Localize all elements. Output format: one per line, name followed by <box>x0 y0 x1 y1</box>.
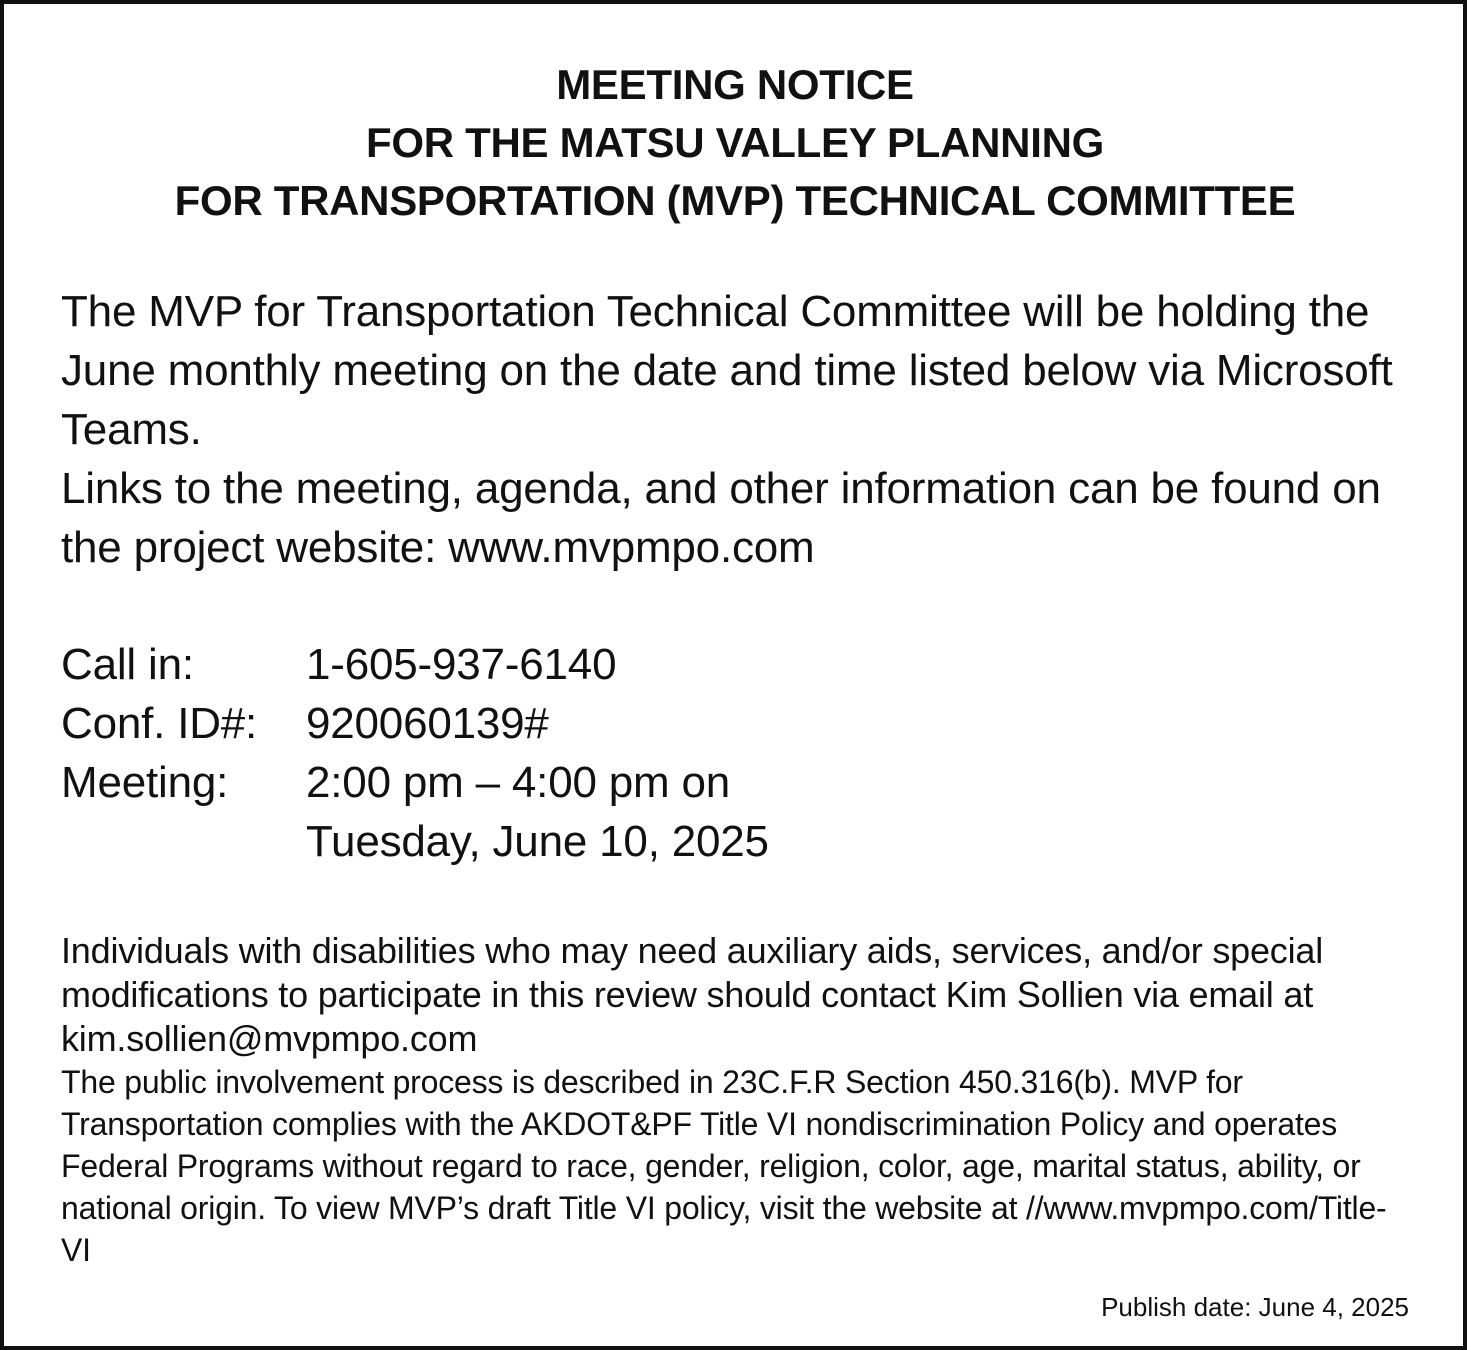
conf-id-label: Conf. ID#: <box>61 699 258 748</box>
intro-section <box>61 282 1409 577</box>
accessibility-section <box>61 929 1409 1061</box>
intro-paragraph: The MVP for Transportation Technical Committee will be holding the June monthly meeting on the date and time listed below via Microsoft Teams. <box>61 287 1393 454</box>
meeting-time-row <box>61 753 1409 812</box>
notice-heading <box>61 56 1409 230</box>
conf-id-row <box>61 694 1409 753</box>
publish-date: Publish date: June 4, 2025 <box>1101 1292 1409 1322</box>
links-paragraph: Links to the meeting, agenda, and other information can be found on the project website: www.mvpmpo.com <box>61 464 1381 572</box>
meeting-label: Meeting: <box>61 758 229 807</box>
meeting-details <box>61 635 1409 871</box>
meeting-date: Tuesday, June 10, 2025 <box>306 817 769 866</box>
meeting-date-spacer <box>61 812 306 871</box>
heading-line-1: MEETING NOTICE <box>556 61 914 108</box>
accessibility-paragraph: Individuals with disabilities who may need auxiliary aids, services, and/or special modifications to participate in this review should contact Kim Sollien via email at kim.sollien@mvpmpo.com <box>61 930 1324 1059</box>
heading-line-2: FOR THE MATSU VALLEY PLANNING <box>366 119 1104 166</box>
meeting-time: 2:00 pm – 4:00 pm on <box>306 758 731 807</box>
call-in-label: Call in: <box>61 640 194 689</box>
call-in-number: 1-605-937-6140 <box>306 640 617 689</box>
conf-id-value: 920060139# <box>306 699 549 748</box>
legal-section <box>61 1061 1409 1271</box>
meeting-date-row <box>61 812 1409 871</box>
legal-paragraph: The public involvement process is described in 23C.F.R Section 450.316(b). MVP for Transportation complies with the AKDOT&PF Title VI nondiscrimination Policy and operates Federal Programs without regard to race, gender, religion, color, age, marital status, ability, or national origin. To view MVP’s draft Title VI policy, visit the website at //www.mvpmpo.com/Title-VI <box>61 1064 1387 1268</box>
heading-line-3: FOR TRANSPORTATION (MVP) TECHNICAL COMMITTEE <box>174 177 1296 224</box>
call-in-row <box>61 635 1409 694</box>
